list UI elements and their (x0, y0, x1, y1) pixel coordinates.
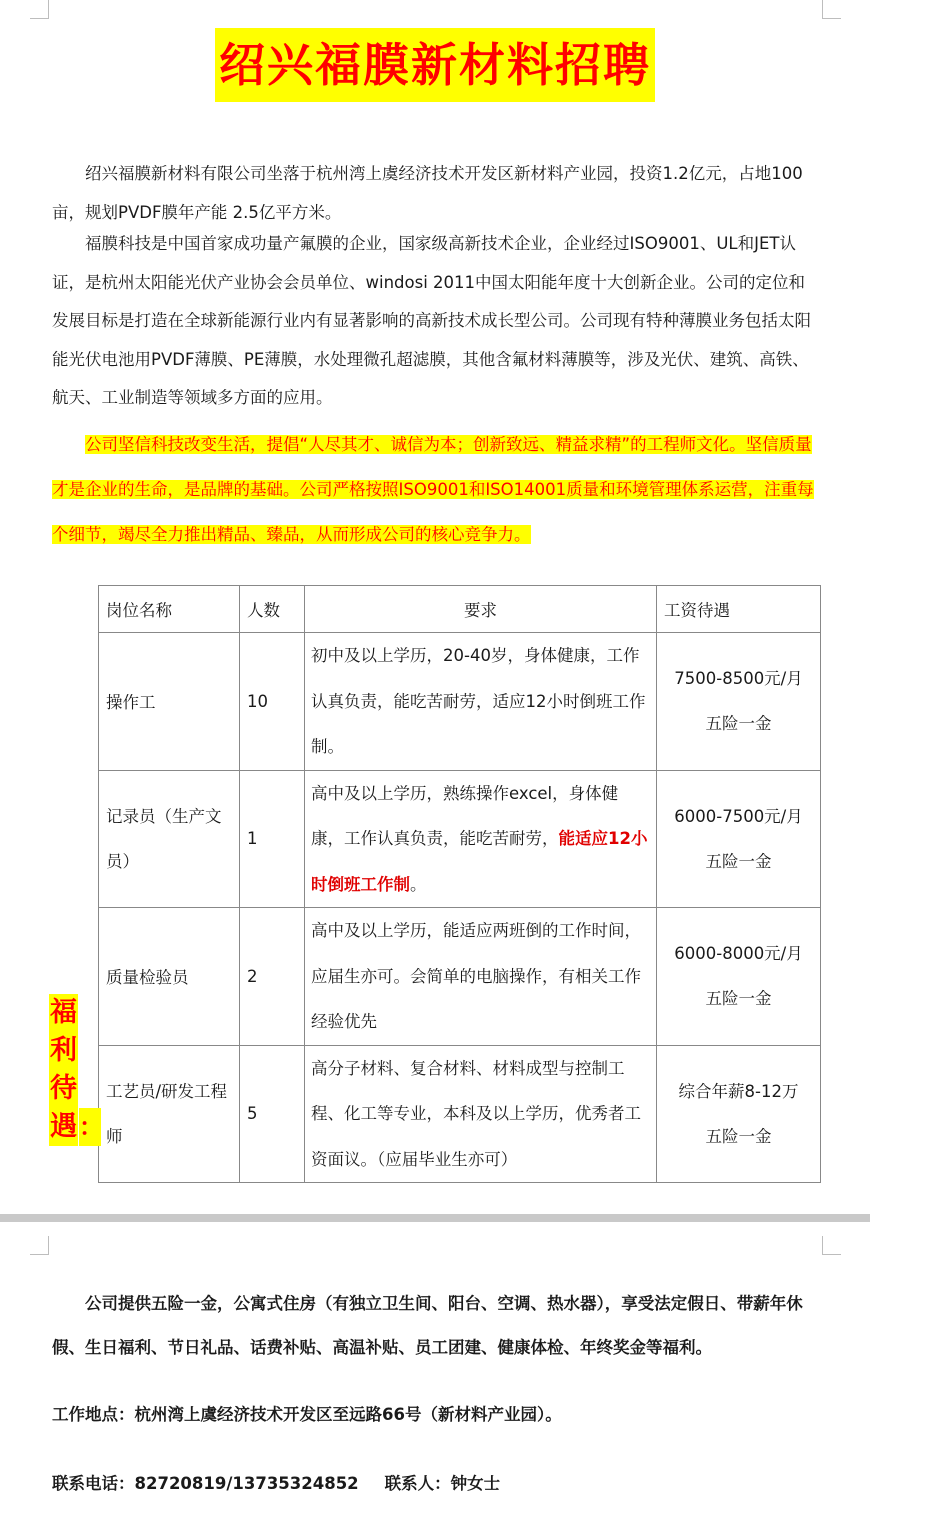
crop-mark-top-right (822, 0, 841, 19)
header-requirement: 要求 (305, 586, 657, 633)
benefits-side-label (49, 994, 103, 1146)
requirement-emphasis: 能适应12小时倒班工作制 (311, 829, 648, 894)
side-label-colon: ： (79, 1108, 101, 1146)
contact-line (52, 1467, 832, 1501)
cell-requirement: 初中及以上学历，20-40岁，身体健康，工作认真负责，能吃苦耐劳，适应12小时倒班工作制。 (305, 633, 657, 771)
cell-requirement: 高中及以上学历，能适应两班倒的工作时间，应届生亦可。会简单的电脑操作，有相关工作经验优先 (305, 908, 657, 1046)
side-label-char: 遇 (50, 1111, 77, 1142)
intro-paragraph-2: 福膜科技是中国首家成功量产氟膜的企业，国家级高新技术企业，企业经过ISO9001、UL和JET认证，是杭州太阳能光伏产业协会会员单位、windosi 2011中国太阳能年度十大创新企业。公司的定位和发展目标是打造在全球新能源行业内有显著影响的高新技术成长型公司。公司现有特种薄膜业务包括太阳能光伏电池用PVDF薄膜、PE薄膜，水处理微孔超滤膜，其他含氟材料薄膜等，涉及光伏、建筑、高铁、航天、工业制造等领域多方面的应用。 (52, 234, 811, 407)
work-location: 工作地点：杭州湾上虞经济技术开发区至远路66号（新材料产业园）。 (52, 1405, 562, 1424)
salary-amount: 6000-7500元/月 (674, 806, 803, 826)
crop-mark-mid-left (30, 1236, 49, 1255)
salary-amount: 综合年薪8-12万 (678, 1081, 799, 1101)
table-row (99, 1045, 821, 1183)
cell-salary (657, 770, 821, 908)
intro-paragraph-3 (52, 422, 817, 557)
highlighted-culture-text: 公司坚信科技改变生活，提倡“人尽其才、诚信为本；创新致远、精益求精”的工程师文化。坚信质量才是企业的生命，是品牌的基础。公司严格按照ISO9001和ISO14001质量和环境管理体系运营，注重每个细节，竭尽全力推出精品、臻品，从而形成公司的核心竞争力。 (52, 435, 814, 544)
cell-requirement: 高分子材料、复合材料、材料成型与控制工程、化工等专业，本科及以上学历，优秀者工资面议。（应届毕业生亦可） (305, 1045, 657, 1183)
salary-benefit: 五险一金 (705, 851, 772, 871)
cell-salary (657, 633, 821, 771)
header-position: 岗位名称 (99, 586, 240, 633)
cell-salary (657, 908, 821, 1046)
cell-position: 工艺员/研发工程师 (99, 1045, 240, 1183)
requirement-end: 。 (410, 874, 427, 894)
salary-benefit: 五险一金 (705, 714, 772, 734)
cell-count: 10 (240, 633, 305, 771)
crop-mark-mid-right (822, 1236, 841, 1255)
crop-mark-top-left (30, 0, 49, 19)
table-row (99, 770, 821, 908)
contact-person: 联系人：钟女士 (384, 1474, 501, 1493)
cell-count: 5 (240, 1045, 305, 1183)
table-row (99, 633, 821, 771)
page-divider (0, 1214, 870, 1222)
table-header-row (99, 586, 821, 633)
header-salary: 工资待遇 (657, 586, 821, 633)
intro-paragraph-1: 绍兴福膜新材料有限公司坐落于杭州湾上虞经济技术开发区新材料产业园，投资1.2亿元，占地100亩，规划PVDF膜年产能 2.5亿平方米。 (52, 164, 803, 222)
cell-position: 操作工 (99, 633, 240, 771)
side-label-char: 福 (50, 997, 77, 1028)
cell-requirement (305, 770, 657, 908)
table-row (99, 908, 821, 1046)
requirement-text: 高中及以上学历，熟练操作excel，身体健康，工作认真负责，能吃苦耐劳， (311, 783, 619, 848)
contact-phone: 联系电话：82720819/13735324852 (52, 1474, 359, 1493)
cell-count: 2 (240, 908, 305, 1046)
jobs-table (98, 585, 821, 1183)
cell-position: 记录员（生产文员） (99, 770, 240, 908)
salary-benefit: 五险一金 (705, 1126, 772, 1146)
page-title: 绍兴福膜新材料招聘 (215, 28, 655, 102)
cell-position: 质量检验员 (99, 908, 240, 1046)
salary-benefit: 五险一金 (705, 989, 772, 1009)
cell-salary (657, 1045, 821, 1183)
side-label-char: 利 (50, 1035, 77, 1066)
side-label-char: 待 (50, 1073, 77, 1104)
benefits-paragraph: 公司提供五险一金，公寓式住房（有独立卫生间、阳台、空调、热水器），享受法定假日、带薪年休假、生日福利、节日礼品、话费补贴、高温补贴、员工团建、健康体检、年终奖金等福利。 (52, 1294, 803, 1357)
header-count: 人数 (240, 586, 305, 633)
salary-amount: 7500-8500元/月 (674, 669, 803, 689)
cell-count: 1 (240, 770, 305, 908)
salary-amount: 6000-8000元/月 (674, 944, 803, 964)
